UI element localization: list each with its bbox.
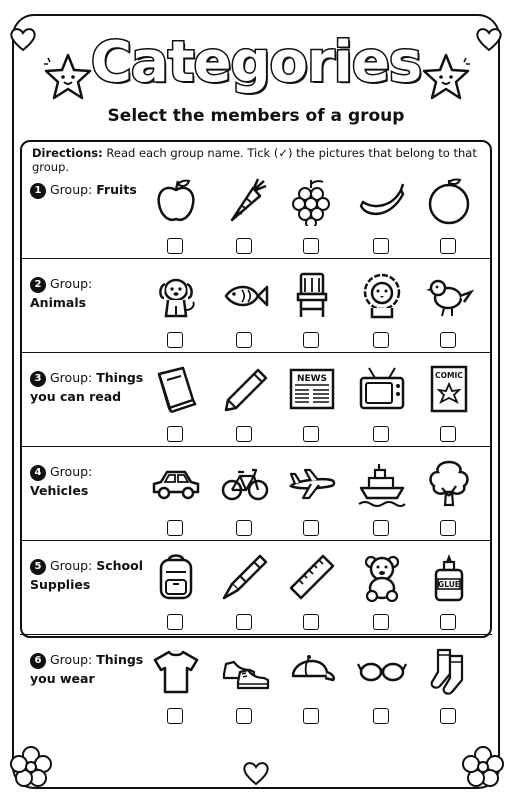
picture-item — [414, 168, 484, 260]
glasses-icon — [357, 646, 407, 696]
tick-checkbox[interactable] — [167, 614, 183, 630]
picture-item — [210, 262, 280, 354]
picture-item — [277, 356, 347, 448]
bird-icon — [424, 270, 474, 320]
tick-checkbox[interactable] — [373, 520, 389, 536]
directions-text: Read each group name. Tick (✓) the pictures that belong to that group. — [32, 146, 477, 174]
tick-checkbox[interactable] — [167, 520, 183, 536]
carrot-icon — [220, 176, 270, 226]
picture-item — [347, 544, 417, 636]
tshirt-icon — [151, 646, 201, 696]
tick-checkbox[interactable] — [236, 708, 252, 724]
group-prefix: Group: — [50, 558, 97, 573]
group-prefix: Group: — [50, 370, 97, 385]
tick-checkbox[interactable] — [303, 332, 319, 348]
chair-icon — [287, 270, 337, 320]
picture-item — [414, 262, 484, 354]
tv-icon — [357, 364, 407, 414]
glue-icon — [424, 552, 474, 602]
tick-checkbox[interactable] — [167, 708, 183, 724]
page-subtitle: Select the members of a group — [107, 106, 405, 126]
flower-icon — [460, 744, 506, 790]
picture-item — [141, 356, 211, 448]
group-row-3 — [20, 356, 492, 448]
fish-icon — [220, 270, 270, 320]
tick-checkbox[interactable] — [373, 332, 389, 348]
group-name: School Supplies — [30, 558, 144, 592]
group-label — [30, 650, 150, 688]
tick-checkbox[interactable] — [303, 238, 319, 254]
flower-icon — [8, 744, 54, 790]
group-name: Animals — [30, 295, 87, 310]
svg-text:NEWS: NEWS — [296, 374, 328, 384]
group-name: Vehicles — [30, 483, 89, 498]
newspaper-icon — [287, 364, 337, 414]
picture-item — [141, 450, 211, 542]
picture-item — [414, 356, 484, 448]
group-number: 6 — [30, 653, 46, 669]
directions-label: Directions: — [32, 146, 103, 160]
backpack-icon — [151, 552, 201, 602]
row-divider — [20, 446, 492, 447]
tick-checkbox[interactable] — [303, 426, 319, 442]
picture-item — [210, 450, 280, 542]
group-row-5 — [20, 544, 492, 636]
tick-checkbox[interactable] — [167, 238, 183, 254]
crayon-icon — [220, 552, 270, 602]
tick-checkbox[interactable] — [440, 238, 456, 254]
picture-item — [414, 638, 484, 730]
group-row-1 — [20, 168, 492, 260]
group-row-6 — [20, 638, 492, 730]
tick-checkbox[interactable] — [236, 238, 252, 254]
tick-checkbox[interactable] — [440, 708, 456, 724]
ship-icon — [357, 458, 407, 508]
banana-icon — [357, 176, 407, 226]
row-divider — [20, 258, 492, 259]
picture-item — [210, 638, 280, 730]
svg-text:GLUE: GLUE — [438, 580, 460, 589]
row-divider — [20, 634, 492, 635]
tick-checkbox[interactable] — [167, 426, 183, 442]
orange-icon — [424, 176, 474, 226]
row-divider — [20, 352, 492, 353]
picture-item — [414, 544, 484, 636]
airplane-icon — [287, 458, 337, 508]
picture-item — [347, 638, 417, 730]
tick-checkbox[interactable] — [440, 332, 456, 348]
svg-text:COMIC: COMIC — [435, 371, 463, 380]
picture-item — [141, 638, 211, 730]
tick-checkbox[interactable] — [236, 614, 252, 630]
tick-checkbox[interactable] — [303, 520, 319, 536]
row-divider — [20, 540, 492, 541]
tick-checkbox[interactable] — [373, 708, 389, 724]
picture-item — [277, 638, 347, 730]
picture-item — [141, 262, 211, 354]
picture-item — [347, 168, 417, 260]
tick-checkbox[interactable] — [440, 614, 456, 630]
book-icon — [151, 364, 201, 414]
tick-checkbox[interactable] — [373, 614, 389, 630]
tick-checkbox[interactable] — [236, 426, 252, 442]
sneakers-icon — [220, 646, 270, 696]
tick-checkbox[interactable] — [440, 520, 456, 536]
group-label — [30, 556, 150, 594]
lion-icon — [357, 270, 407, 320]
cap-icon — [287, 646, 337, 696]
picture-item — [347, 450, 417, 542]
group-label — [30, 462, 150, 500]
picture-item — [347, 262, 417, 354]
group-row-2 — [20, 262, 492, 354]
group-number: 1 — [30, 183, 46, 199]
group-prefix: Group: — [50, 464, 93, 479]
picture-item — [210, 544, 280, 636]
group-prefix: Group: — [50, 182, 97, 197]
tick-checkbox[interactable] — [236, 520, 252, 536]
group-number: 2 — [30, 277, 46, 293]
socks-icon — [424, 646, 474, 696]
dog-icon — [151, 270, 201, 320]
tick-checkbox[interactable] — [373, 238, 389, 254]
group-label — [30, 368, 150, 406]
picture-item — [277, 168, 347, 260]
group-name: Things you wear — [30, 652, 144, 686]
group-name: Things you can read — [30, 370, 144, 404]
group-prefix: Group: — [50, 652, 97, 667]
group-label — [30, 274, 150, 312]
group-number: 5 — [30, 559, 46, 575]
apple-icon — [151, 176, 201, 226]
bicycle-icon — [220, 458, 270, 508]
picture-item — [277, 544, 347, 636]
picture-item — [347, 356, 417, 448]
tick-checkbox[interactable] — [167, 332, 183, 348]
picture-item — [277, 262, 347, 354]
page-title: Categories — [90, 30, 422, 95]
heart-icon — [241, 760, 271, 786]
group-label — [30, 180, 150, 199]
ruler-icon — [287, 552, 337, 602]
group-name: Fruits — [96, 182, 137, 197]
car-icon — [151, 458, 201, 508]
group-number: 4 — [30, 465, 46, 481]
tick-checkbox[interactable] — [303, 614, 319, 630]
picture-item — [141, 544, 211, 636]
picture-item — [141, 168, 211, 260]
tick-checkbox[interactable] — [373, 426, 389, 442]
picture-item — [210, 168, 280, 260]
picture-item — [210, 356, 280, 448]
tree-icon — [424, 458, 474, 508]
teddy-bear-icon — [357, 552, 407, 602]
pencil-icon — [220, 364, 270, 414]
group-prefix: Group: — [50, 276, 93, 291]
group-number: 3 — [30, 371, 46, 387]
picture-item — [277, 450, 347, 542]
comic-icon — [424, 364, 474, 414]
tick-checkbox[interactable] — [303, 708, 319, 724]
tick-checkbox[interactable] — [236, 332, 252, 348]
group-row-4 — [20, 450, 492, 542]
grapes-icon — [287, 176, 337, 226]
picture-item — [414, 450, 484, 542]
tick-checkbox[interactable] — [440, 426, 456, 442]
